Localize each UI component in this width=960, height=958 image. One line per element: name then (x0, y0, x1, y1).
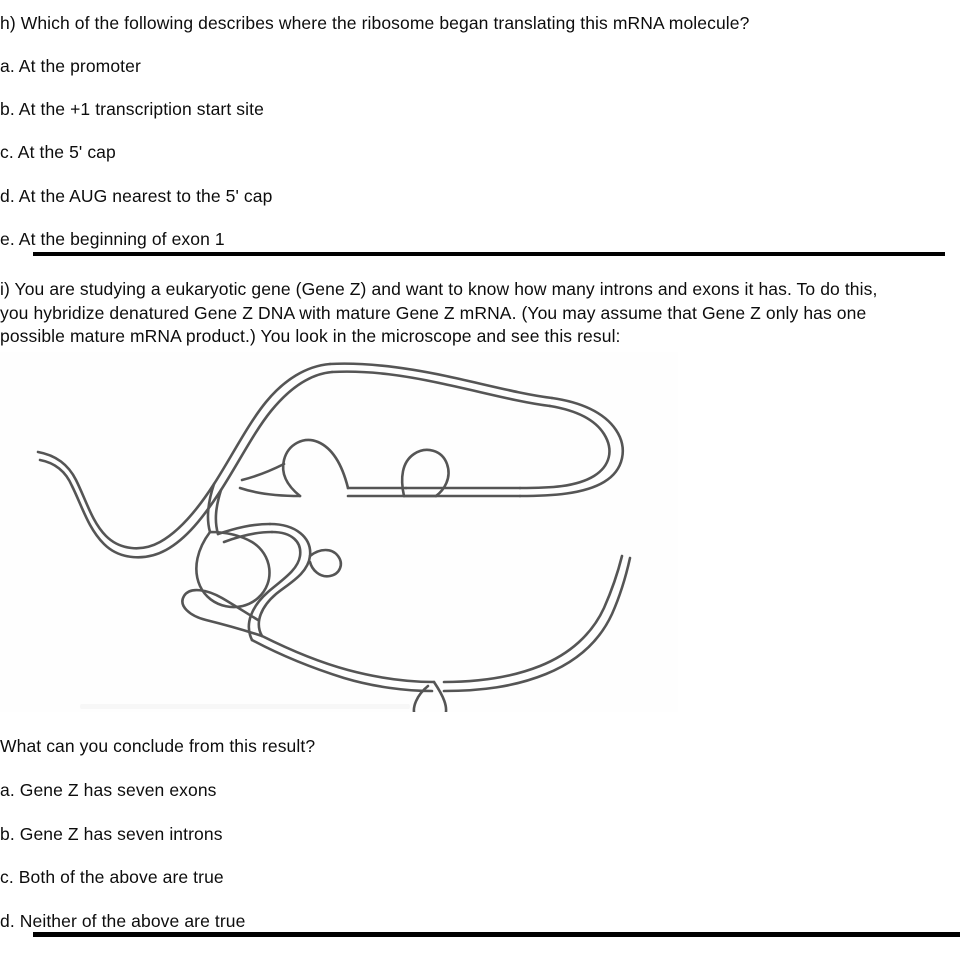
section-divider-top (33, 252, 945, 256)
lower-duplex-inner (252, 640, 432, 691)
upper-right-turn-inner (520, 406, 609, 488)
bottom-hanging-teardrop (414, 682, 446, 712)
right-rising-tail-outer (444, 556, 622, 682)
question-h-option-b[interactable]: b. At the +1 transcription start site (0, 99, 264, 119)
figure-artifact-speck (80, 704, 410, 709)
s-curve-nub-loop (310, 550, 341, 576)
upper-arc-strand-outer (330, 364, 552, 398)
section-divider-bottom (33, 932, 960, 937)
r-loop-strand-group (38, 364, 630, 712)
question-h-option-a[interactable]: a. At the promoter (0, 56, 141, 76)
r-loop-micrograph-figure (0, 352, 678, 712)
r-loop-diagram-svg (0, 352, 678, 712)
question-h-option-e[interactable]: e. At the beginning of exon 1 (0, 229, 225, 249)
conclusion-option-d[interactable]: d. Neither of the above are true (0, 911, 246, 931)
middle-s-curve-inner (249, 532, 300, 640)
upper-duplex-far-left-inner (242, 464, 284, 480)
conclusion-option-c[interactable]: c. Both of the above are true (0, 867, 224, 887)
question-h-option-d[interactable]: d. At the AUG nearest to the 5' cap (0, 186, 273, 206)
r-loop-bubble-left-large (283, 440, 348, 496)
question-h-stem: h) Which of the following describes where the ribosome began translating this mRNA molecule? (0, 13, 750, 33)
lower-duplex-outer (262, 636, 434, 682)
left-free-end-strand-inner (40, 372, 332, 557)
question-i-stem: i) You are studying a eukaryotic gene (Gene Z) and want to know how many introns and exons it has. To do this, you hybridize denatured Gene Z DNA with mature Gene Z mRNA. (You may assume that Gene Z only has one possible mature mRNA product.) You look in the microscope and see this resul: (0, 279, 883, 346)
question-h-option-c[interactable]: c. At the 5' cap (0, 142, 116, 162)
conclusion-option-b[interactable]: b. Gene Z has seven introns (0, 824, 223, 844)
upper-arc-strand-inner (332, 372, 550, 406)
conclusion-option-a[interactable]: a. Gene Z has seven exons (0, 780, 217, 800)
right-rising-tail-inner (444, 558, 630, 691)
left-hanging-teardrop-loop (196, 532, 269, 607)
conclusion-prompt: What can you conclude from this result? (0, 736, 316, 756)
upper-right-turn-outer (520, 398, 623, 496)
